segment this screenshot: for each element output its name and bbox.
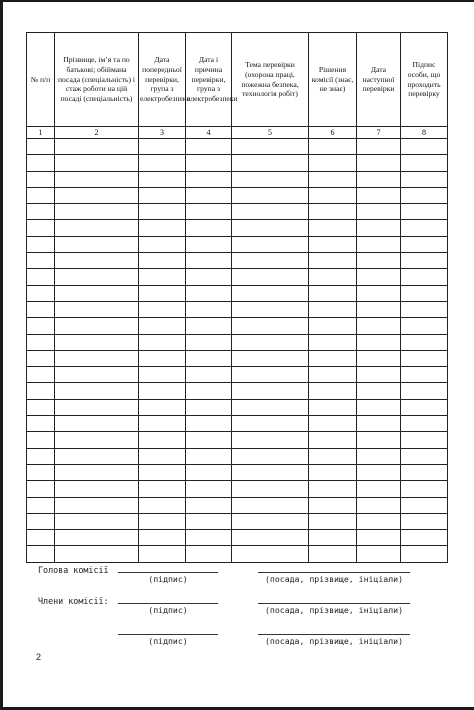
table-cell — [401, 432, 448, 448]
table-cell — [27, 464, 55, 480]
header-cell: Підпис особи, що проходить перевірку — [401, 33, 448, 127]
table-cell — [55, 334, 139, 350]
table-cell — [27, 171, 55, 187]
table-cell — [401, 318, 448, 334]
table-cell — [309, 399, 357, 415]
table-cell — [27, 367, 55, 383]
header-cell: Тема перевірки (охорона праці, пожежна безпека, технологія робіт) — [232, 33, 309, 127]
table-cell — [401, 301, 448, 317]
table-cell — [401, 253, 448, 269]
table-cell — [55, 171, 139, 187]
table-cell — [357, 171, 401, 187]
table-cell — [401, 171, 448, 187]
table-cell — [186, 301, 232, 317]
table-cell — [309, 269, 357, 285]
table-cell — [232, 285, 309, 301]
members-label: Члени комісії: — [38, 596, 109, 606]
table-cell — [139, 481, 186, 497]
table-cell — [309, 253, 357, 269]
table-cell — [27, 285, 55, 301]
table-cell — [232, 204, 309, 220]
table-cell — [357, 139, 401, 155]
table-cell — [139, 171, 186, 187]
table-cell — [27, 513, 55, 529]
table-cell — [357, 367, 401, 383]
table-cell — [186, 416, 232, 432]
table-cell — [309, 236, 357, 252]
chair-position-line — [258, 572, 410, 573]
table-cell — [309, 301, 357, 317]
table-cell — [232, 318, 309, 334]
table-cell — [27, 497, 55, 513]
table-cell — [55, 285, 139, 301]
table-row — [27, 187, 448, 203]
table-cell — [232, 367, 309, 383]
column-number: 8 — [401, 127, 448, 139]
table-cell — [232, 383, 309, 399]
table-cell — [27, 236, 55, 252]
signature-caption: (підпис) — [148, 636, 188, 646]
table-row — [27, 432, 448, 448]
table-cell — [139, 497, 186, 513]
table-cell — [139, 301, 186, 317]
table-cell — [309, 448, 357, 464]
table-cell — [27, 301, 55, 317]
table-cell — [357, 334, 401, 350]
table-cell — [27, 204, 55, 220]
table-cell — [401, 350, 448, 366]
table-cell — [186, 497, 232, 513]
table-cell — [27, 334, 55, 350]
table-row — [27, 155, 448, 171]
table-cell — [139, 318, 186, 334]
table-cell — [401, 448, 448, 464]
table-cell — [139, 139, 186, 155]
table-cell — [186, 513, 232, 529]
table-cell — [27, 139, 55, 155]
table-cell — [139, 350, 186, 366]
column-number-row — [27, 127, 448, 139]
header-cell: Дата попередньої перевірки, група з електробезпеки — [139, 33, 186, 127]
table-cell — [401, 513, 448, 529]
position-caption: (посада, прізвище, ініціали) — [264, 574, 404, 584]
inspection-log-table — [26, 32, 448, 563]
header-row — [27, 33, 448, 127]
table-cell — [55, 236, 139, 252]
header-cell: Дата і причина перевірки, група з електробезпеки — [186, 33, 232, 127]
table-row — [27, 448, 448, 464]
table-cell — [27, 546, 55, 562]
table-cell — [309, 350, 357, 366]
table-row — [27, 530, 448, 546]
table-cell — [232, 432, 309, 448]
table-cell — [139, 253, 186, 269]
header-cell: Дата наступної перевірки — [357, 33, 401, 127]
table-cell — [401, 269, 448, 285]
table-cell — [232, 448, 309, 464]
table-cell — [357, 399, 401, 415]
table-row — [27, 285, 448, 301]
table-cell — [186, 155, 232, 171]
table-cell — [55, 432, 139, 448]
table-cell — [27, 481, 55, 497]
table-cell — [357, 432, 401, 448]
table-cell — [55, 448, 139, 464]
table-cell — [357, 546, 401, 562]
table-cell — [186, 464, 232, 480]
table-cell — [232, 220, 309, 236]
table-cell — [401, 367, 448, 383]
table-cell — [139, 269, 186, 285]
table-cell — [232, 350, 309, 366]
table-cell — [232, 171, 309, 187]
table-row — [27, 464, 448, 480]
table-cell — [27, 416, 55, 432]
table-cell — [186, 399, 232, 415]
table-cell — [357, 448, 401, 464]
table-row — [27, 269, 448, 285]
table-cell — [309, 383, 357, 399]
table-row — [27, 383, 448, 399]
table-cell — [309, 139, 357, 155]
table-cell — [186, 236, 232, 252]
table-cell — [139, 416, 186, 432]
column-number: 4 — [186, 127, 232, 139]
table-cell — [357, 318, 401, 334]
table-cell — [139, 187, 186, 203]
table-cell — [27, 399, 55, 415]
table-cell — [357, 530, 401, 546]
table-row — [27, 481, 448, 497]
table-cell — [186, 481, 232, 497]
table-row — [27, 546, 448, 562]
table-cell — [357, 187, 401, 203]
table-cell — [401, 399, 448, 415]
table-row — [27, 416, 448, 432]
table-cell — [27, 350, 55, 366]
table-cell — [55, 204, 139, 220]
table-cell — [401, 187, 448, 203]
table-cell — [55, 318, 139, 334]
table-cell — [309, 464, 357, 480]
table-cell — [309, 367, 357, 383]
table-cell — [232, 269, 309, 285]
column-number: 6 — [309, 127, 357, 139]
table-cell — [309, 513, 357, 529]
table-cell — [186, 350, 232, 366]
table-cell — [401, 204, 448, 220]
table-cell — [55, 399, 139, 415]
table-cell — [186, 220, 232, 236]
table-cell — [401, 546, 448, 562]
table-cell — [357, 285, 401, 301]
table-cell — [401, 155, 448, 171]
header-cell: № п/п — [27, 33, 55, 127]
table-cell — [55, 416, 139, 432]
table-cell — [309, 171, 357, 187]
table-cell — [55, 220, 139, 236]
table-cell — [55, 464, 139, 480]
table-cell — [139, 334, 186, 350]
table-cell — [27, 155, 55, 171]
table-cell — [27, 318, 55, 334]
table-row — [27, 497, 448, 513]
column-number: 2 — [55, 127, 139, 139]
position-caption: (посада, прізвище, ініціали) — [264, 605, 404, 615]
table-cell — [186, 139, 232, 155]
table-row — [27, 350, 448, 366]
table-cell — [357, 464, 401, 480]
table-cell — [232, 301, 309, 317]
table-cell — [401, 285, 448, 301]
table-cell — [139, 432, 186, 448]
column-number: 7 — [357, 127, 401, 139]
table-cell — [309, 155, 357, 171]
table-cell — [357, 301, 401, 317]
table-row — [27, 513, 448, 529]
table-cell — [309, 285, 357, 301]
table-cell — [139, 204, 186, 220]
table-cell — [139, 155, 186, 171]
table-cell — [139, 530, 186, 546]
table-cell — [309, 220, 357, 236]
table-cell — [309, 187, 357, 203]
table-row — [27, 318, 448, 334]
table-cell — [309, 530, 357, 546]
table-cell — [139, 383, 186, 399]
table-cell — [309, 318, 357, 334]
table-cell — [232, 334, 309, 350]
table-cell — [232, 546, 309, 562]
table-cell — [232, 513, 309, 529]
table-cell — [55, 139, 139, 155]
page-number: 2 — [36, 652, 42, 662]
table-cell — [401, 416, 448, 432]
table-cell — [186, 318, 232, 334]
scan-edge-top — [0, 0, 474, 2]
table-cell — [27, 269, 55, 285]
member1-signature-line — [118, 603, 218, 604]
table-row — [27, 171, 448, 187]
table-cell — [232, 530, 309, 546]
table-cell — [357, 269, 401, 285]
table-cell — [186, 253, 232, 269]
table-cell — [232, 481, 309, 497]
table-cell — [401, 383, 448, 399]
table-cell — [401, 497, 448, 513]
table-cell — [55, 269, 139, 285]
table-cell — [55, 187, 139, 203]
table-cell — [309, 546, 357, 562]
member1-position-line — [258, 603, 410, 604]
table-cell — [357, 236, 401, 252]
table-cell — [309, 334, 357, 350]
header-cell: Прізвище, ім’я та по батькові; обіймана посада (спеціальність) і стаж роботи на цій посаді (спеціальність) — [55, 33, 139, 127]
table-cell — [139, 513, 186, 529]
table-cell — [186, 187, 232, 203]
table-cell — [401, 139, 448, 155]
table-cell — [401, 220, 448, 236]
table-cell — [357, 253, 401, 269]
table-cell — [55, 513, 139, 529]
table-row — [27, 204, 448, 220]
member2-signature-line — [118, 634, 218, 635]
table-cell — [55, 383, 139, 399]
table-cell — [232, 236, 309, 252]
position-caption: (посада, прізвище, ініціали) — [264, 636, 404, 646]
table-cell — [186, 334, 232, 350]
header-cell: Рішення комісії (знає, не знає) — [309, 33, 357, 127]
table-row — [27, 399, 448, 415]
table-cell — [27, 187, 55, 203]
table-cell — [139, 367, 186, 383]
table-cell — [357, 220, 401, 236]
table-cell — [401, 530, 448, 546]
table-cell — [55, 497, 139, 513]
table-cell — [232, 416, 309, 432]
table-cell — [139, 464, 186, 480]
signature-caption: (підпис) — [148, 605, 188, 615]
table-row — [27, 301, 448, 317]
table-cell — [139, 546, 186, 562]
table-cell — [401, 236, 448, 252]
table-cell — [27, 432, 55, 448]
table-cell — [186, 383, 232, 399]
table-cell — [232, 399, 309, 415]
column-number: 5 — [232, 127, 309, 139]
table-cell — [55, 301, 139, 317]
table-cell — [27, 448, 55, 464]
table-cell — [186, 448, 232, 464]
table-cell — [139, 448, 186, 464]
table-cell — [309, 432, 357, 448]
table-cell — [357, 155, 401, 171]
table-cell — [186, 530, 232, 546]
table-cell — [55, 530, 139, 546]
table-cell — [186, 432, 232, 448]
table-cell — [55, 367, 139, 383]
table-cell — [55, 155, 139, 171]
table-cell — [357, 204, 401, 220]
table-cell — [232, 253, 309, 269]
table-cell — [27, 383, 55, 399]
table-cell — [309, 497, 357, 513]
table-cell — [309, 416, 357, 432]
table-cell — [401, 464, 448, 480]
table-cell — [309, 481, 357, 497]
table-row — [27, 220, 448, 236]
table-cell — [139, 285, 186, 301]
table-cell — [357, 416, 401, 432]
column-number: 3 — [139, 127, 186, 139]
table-cell — [139, 399, 186, 415]
table-row — [27, 367, 448, 383]
table-cell — [357, 383, 401, 399]
table-cell — [357, 350, 401, 366]
table-cell — [186, 546, 232, 562]
table-cell — [232, 464, 309, 480]
table-cell — [232, 155, 309, 171]
table-cell — [232, 139, 309, 155]
table-cell — [139, 236, 186, 252]
column-number: 1 — [27, 127, 55, 139]
table-row — [27, 334, 448, 350]
table-cell — [55, 546, 139, 562]
table-row — [27, 236, 448, 252]
table-cell — [55, 481, 139, 497]
table-cell — [27, 220, 55, 236]
signature-caption: (підпис) — [148, 574, 188, 584]
table-cell — [55, 253, 139, 269]
table-cell — [55, 350, 139, 366]
table-cell — [27, 530, 55, 546]
table-cell — [27, 253, 55, 269]
table-cell — [186, 171, 232, 187]
table-cell — [186, 204, 232, 220]
scan-edge-left — [0, 0, 3, 710]
member2-position-line — [258, 634, 410, 635]
table-cell — [139, 220, 186, 236]
table-cell — [232, 497, 309, 513]
table-cell — [401, 481, 448, 497]
table-row — [27, 253, 448, 269]
chair-label: Голова комісії — [38, 565, 109, 575]
table-cell — [357, 513, 401, 529]
table-cell — [186, 367, 232, 383]
table-cell — [401, 334, 448, 350]
table-cell — [357, 481, 401, 497]
table-cell — [309, 204, 357, 220]
table-cell — [232, 187, 309, 203]
table-cell — [357, 497, 401, 513]
chair-signature-line — [118, 572, 218, 573]
table-cell — [186, 285, 232, 301]
table-row — [27, 139, 448, 155]
table-cell — [186, 269, 232, 285]
